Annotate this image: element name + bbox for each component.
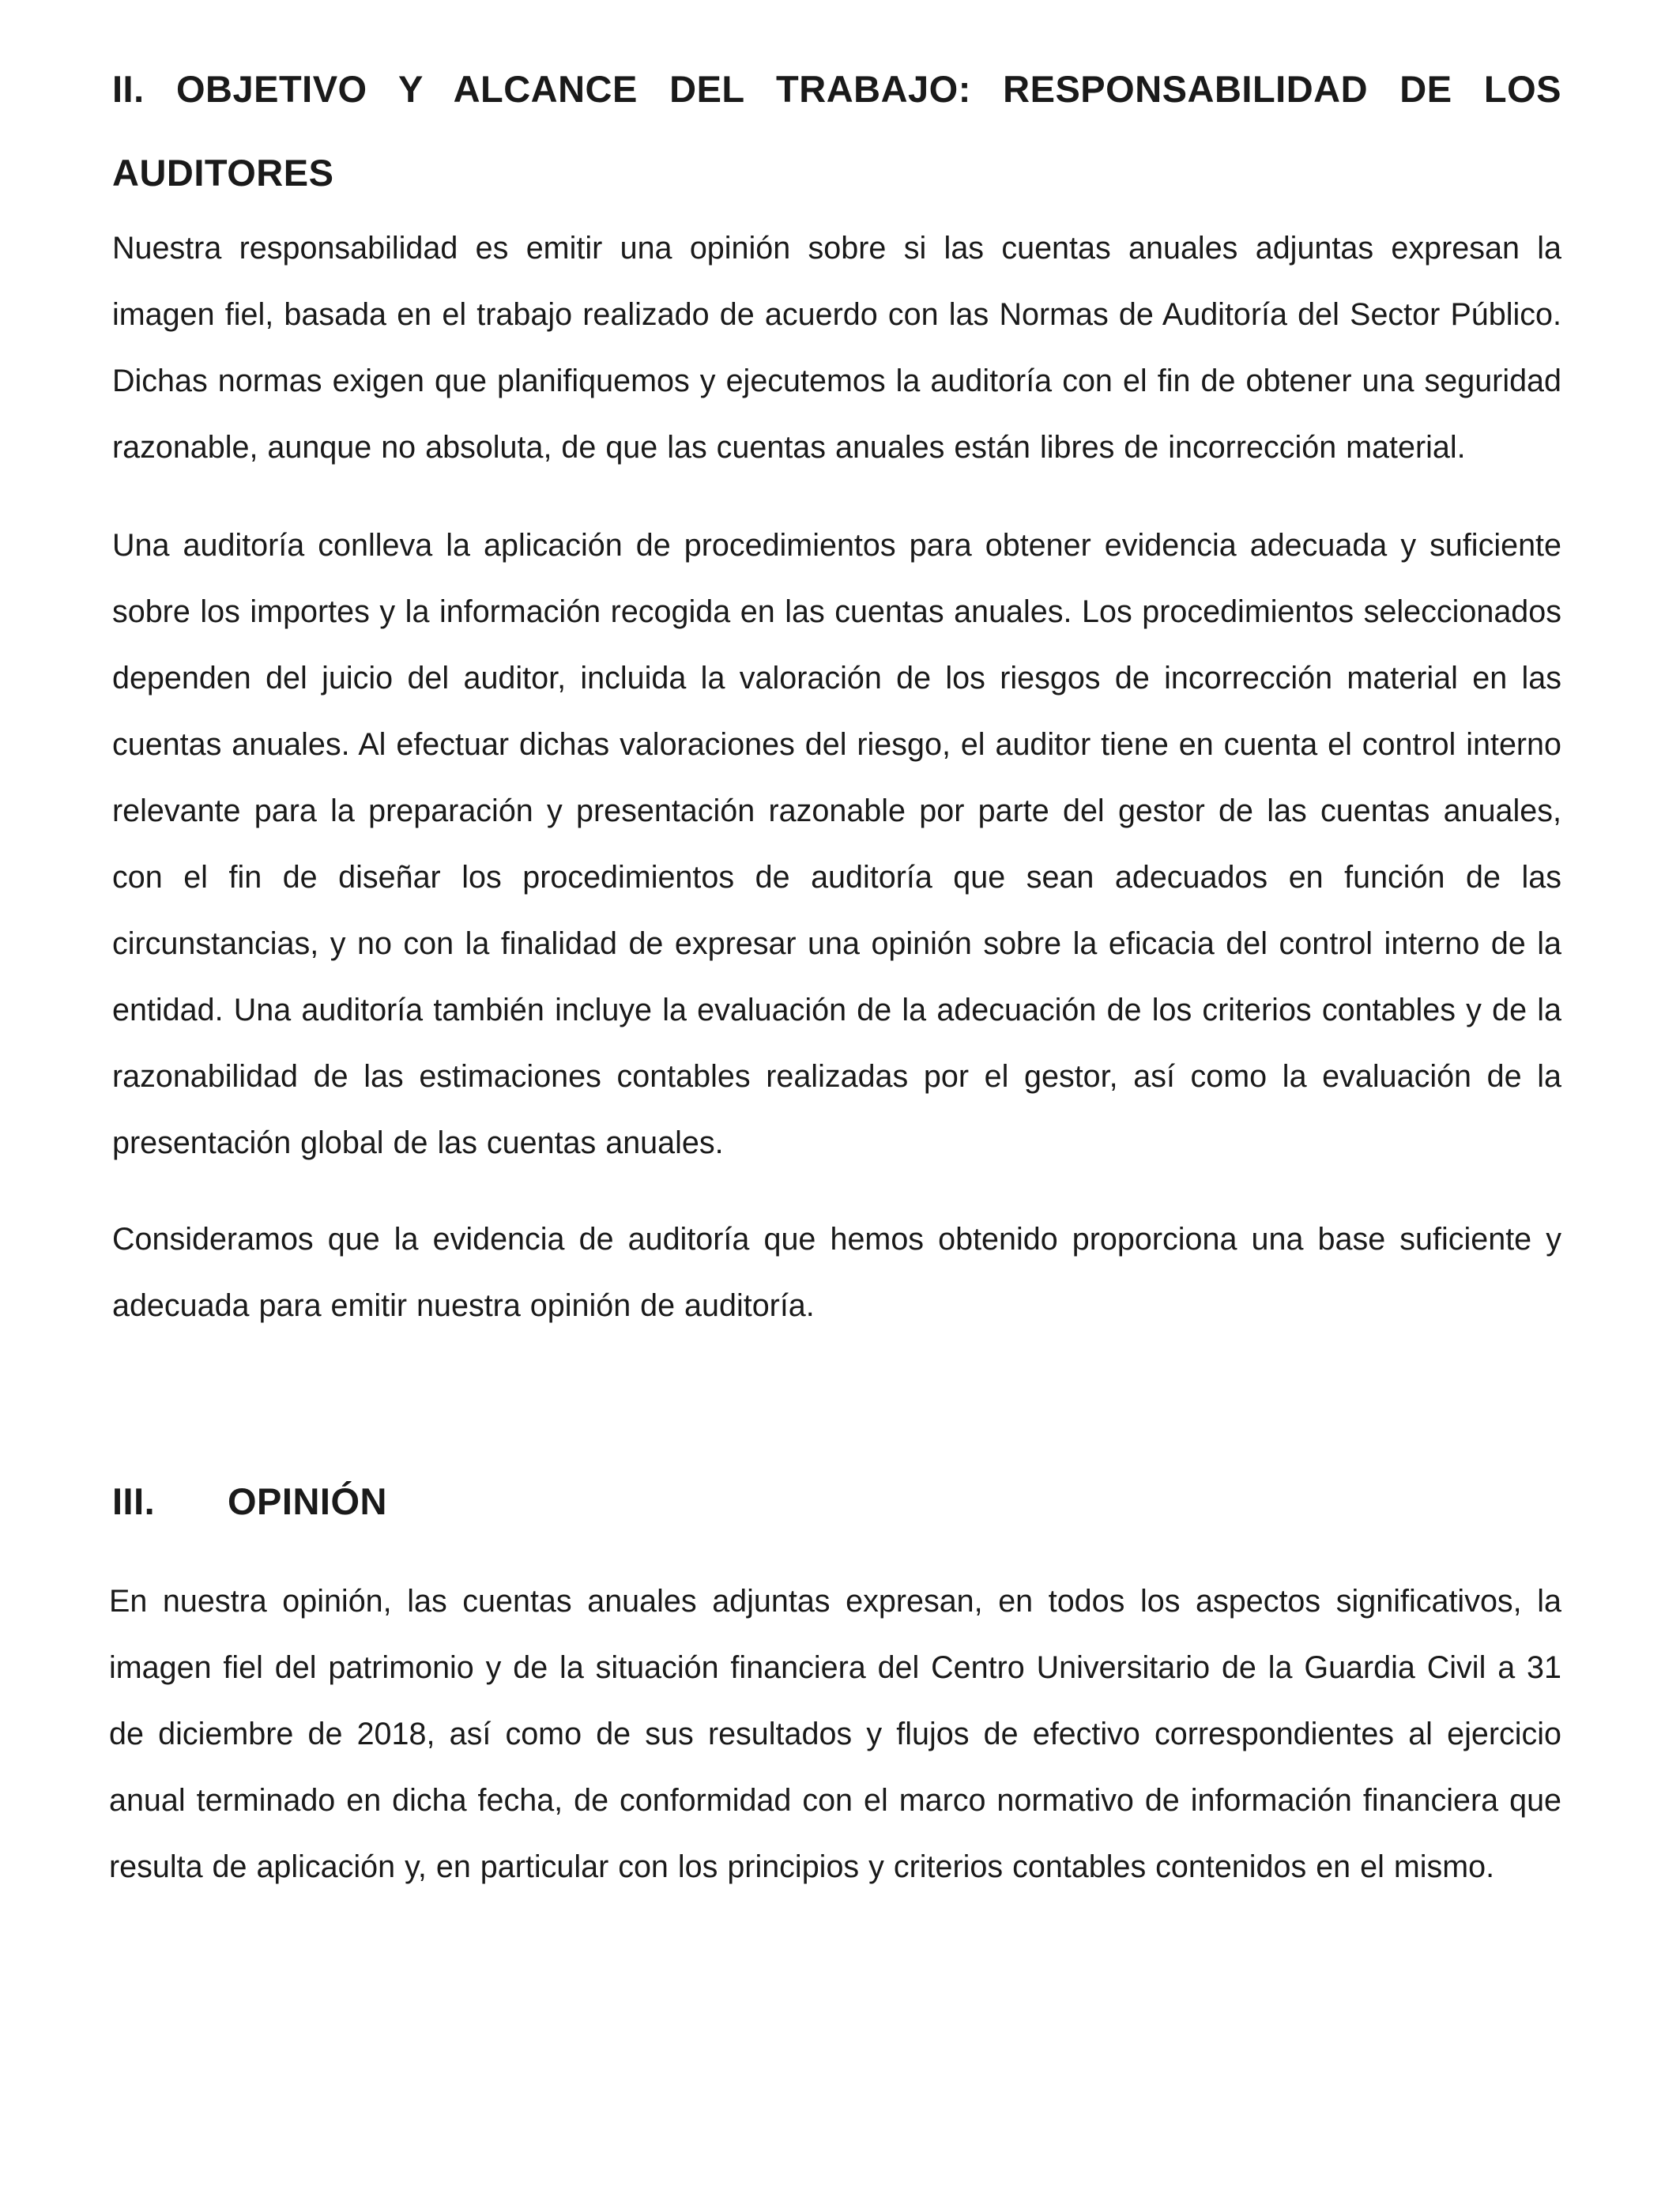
section-3-paragraph-1: En nuestra opinión, las cuentas anuales adjuntas expresan, en todos los aspectos significativos, la imagen fiel del patrimonio y de la situación financiera del Centro Universitario de la Guardia Civil a 31 de diciembre de 2018, así como de sus resultados y flujos de efectivo correspondientes al ejercicio anual terminado en dicha fecha, de conformidad con el marco normativo de información financiera que resulta de aplicación y, en particular con los principios y criterios contables contenidos en el mismo. — [109, 1584, 1561, 1884]
section-2-paragraph-3: Consideramos que la evidencia de auditoría que hemos obtenido proporciona una base suficiente y adecuada para emitir nuestra opinión de auditoría. — [112, 1222, 1561, 1323]
section-3-title: OPINIÓN — [228, 1480, 387, 1522]
section-2-paragraph-1: Nuestra responsabilidad es emitir una opinión sobre si las cuentas anuales adjuntas expresan la imagen fiel, basada en el trabajo realizado de acuerdo con las Normas de Auditoría del Sector Público. Dichas normas exigen que planifiquemos y ejecutemos la auditoría con el fin de obtener una seguridad razonable, aunque no absoluta, de que las cuentas anuales están libres de incorrección material. — [112, 231, 1561, 465]
section-3-number: III. — [112, 1480, 156, 1522]
document-page — [109, 47, 1561, 1900]
section-2-paragraph-2: Una auditoría conlleva la aplicación de procedimientos para obtener evidencia adecuada y suficiente sobre los importes y la información recogida en las cuentas anuales. Los procedimientos seleccionados dependen del juicio del auditor, incluida la valoración de los riesgos de incorrección material en las cuentas anuales. Al efectuar dichas valoraciones del riesgo, el auditor tiene en cuenta el control interno relevante para la preparación y presentación razonable por parte del gestor de las cuentas anuales, con el fin de diseñar los procedimientos de auditoría que sean adecuados en función de las circunstancias, y no con la finalidad de expresar una opinión sobre la eficacia del control interno de la entidad. Una auditoría también incluye la evaluación de la adecuación de los criterios contables y de la razonabilidad de las estimaciones contables realizadas por el gestor, así como la evaluación de la presentación global de las cuentas anuales. — [112, 528, 1561, 1160]
section-3-heading — [112, 1473, 1561, 1530]
section-2-heading: II. OBJETIVO Y ALCANCE DEL TRABAJO: RESPONSABILIDAD DE LOS AUDITORES — [112, 68, 1561, 194]
